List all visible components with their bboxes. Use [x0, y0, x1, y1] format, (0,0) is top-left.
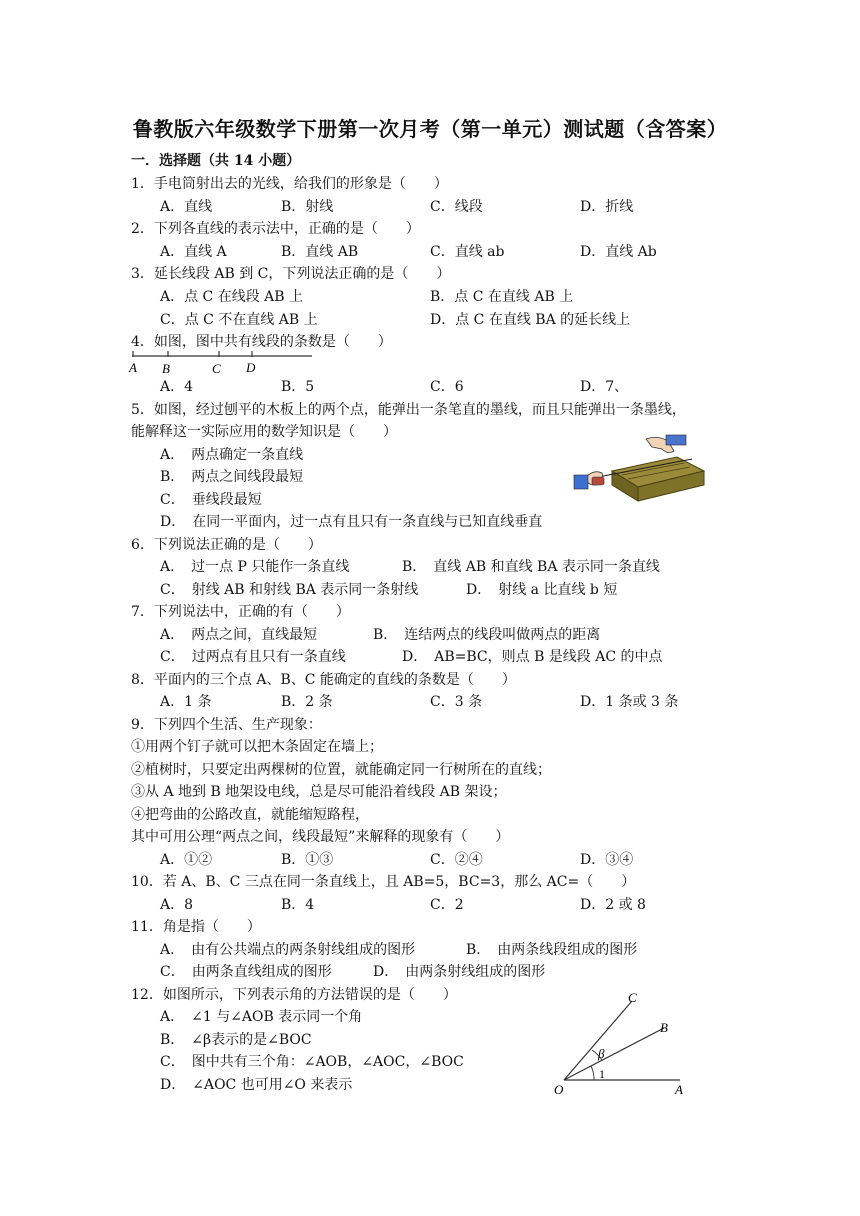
question-3-stem: 3．延长线段 AB 到 C，下列说法正确的是（ ） [131, 266, 451, 282]
question-7-option-a: A． 两点之间，直线最短 [160, 627, 318, 643]
question-2-option-a: A．直线 A [160, 244, 227, 260]
question-2-stem: 2．下列各直线的表示法中，正确的是（ ） [131, 221, 420, 237]
question-3-option-b: B．点 C 在直线 AB 上 [430, 289, 574, 305]
question-5-option-b: B． 两点之间线段最短 [160, 469, 304, 485]
question-9-stem: 9．下列四个生活、生产现象： [131, 717, 322, 733]
question-3-option-c: C．点 C 不在直线 AB 上 [160, 312, 318, 328]
question-8-option-c: C．3 条 [430, 694, 483, 710]
question-9-option-a: A．①② [160, 852, 213, 868]
segment-figure [128, 350, 318, 376]
left-sleeve [574, 475, 588, 489]
question-3-option-a: A．点 C 在线段 AB 上 [160, 289, 304, 305]
question-1-option-c: C．线段 [430, 199, 483, 215]
question-12-option-b: B． ∠β表示的是∠BOC [160, 1032, 312, 1048]
question-4-stem: 4．如图，图中共有线段的条数是（ ） [131, 334, 392, 350]
question-11-option-c: C． 由两条直线组成的图形 [160, 964, 332, 980]
question-9-item-1: ①用两个钉子就可以把木条固定在墙上； [131, 739, 383, 755]
question-12-option-a: A． ∠1 与∠AOB 表示同一个角 [160, 1009, 363, 1025]
question-12-stem: 12．如图所示，下列表示角的方法错误的是（ ） [131, 987, 457, 1003]
question-7-option-c: C． 过两点有且只有一条直线 [160, 649, 346, 665]
question-12-option-c: C． 图中共有三个角：∠AOB，∠AOC，∠BOC [160, 1054, 464, 1070]
question-2-option-d: D．直线 Ab [580, 244, 657, 260]
question-7-option-b: B． 连结两点的线段叫做两点的距离 [373, 627, 601, 643]
ray-ob [564, 1028, 664, 1080]
question-9-item-4: ④把弯曲的公路改直，就能缩短路程， [131, 807, 369, 823]
ink-box [592, 477, 604, 485]
point-a-label: A [675, 1082, 683, 1097]
question-10-option-c: C．2 [430, 897, 464, 913]
question-9-tail: 其中可用公理“两点之间，线段最短”来解释的现象有（ ） [131, 829, 510, 845]
point-d-label: D [246, 360, 256, 375]
point-c-label: C [628, 990, 637, 1005]
angle-beta-label: β [598, 1046, 605, 1061]
question-1-option-d: D．折线 [580, 199, 634, 215]
point-b-label: B [162, 361, 170, 376]
question-9-option-c: C．②④ [430, 852, 483, 868]
question-1-option-b: B．射线 [281, 199, 334, 215]
question-7-stem: 7．下列说法中，正确的有（ ） [131, 604, 350, 620]
question-6-option-b: B． 直线 AB 和直线 BA 表示同一条直线 [402, 559, 660, 575]
point-o-label: O [554, 1082, 564, 1097]
question-11-option-a: A． 由有公共端点的两条射线组成的图形 [160, 942, 416, 958]
wood-board-illustration [572, 433, 707, 503]
question-8-option-a: A．1 条 [160, 694, 212, 710]
question-5-stem-line-2: 能解释这一实际应用的数学知识是（ ） [131, 424, 397, 440]
question-6-stem: 6．下列说法正确的是（ ） [131, 537, 322, 553]
question-9-item-3: ③从 A 地到 B 地架设电线，总是尽可能沿着线段 AB 架设； [131, 784, 507, 800]
question-10-option-a: A．8 [160, 897, 194, 913]
question-5-stem-line-1: 5．如图，经过刨平的木板上的两个点，能弹出一条笔直的墨线，而且只能弹出一条墨线， [131, 402, 686, 418]
question-9-option-b: B．①③ [281, 852, 334, 868]
question-7-option-d: D． AB=BC，则点 B 是线段 AC 的中点 [402, 649, 663, 665]
question-4-option-c: C．6 [430, 379, 464, 395]
question-12-option-d: D． ∠AOC 也可用∠O 来表示 [160, 1077, 353, 1093]
question-11-option-d: D． 由两条射线组成的图形 [373, 964, 546, 980]
angle-figure [550, 988, 690, 1098]
question-1-stem: 1．手电筒射出去的光线，给我们的形象是（ ） [131, 176, 448, 192]
question-9-item-2: ②植树时，只要定出两棵树的位置，就能确定同一行树所在的直线； [131, 762, 551, 778]
question-5-option-c: C． 垂线段最短 [160, 492, 262, 508]
question-10-option-d: D．2 或 8 [580, 897, 646, 913]
point-a-label: A [129, 360, 137, 375]
right-sleeve [666, 435, 686, 445]
question-6-option-a: A． 过一点 P 只能作一条直线 [160, 559, 350, 575]
point-b-label: B [660, 1020, 668, 1035]
question-5-option-d: D． 在同一平面内，过一点有且只有一条直线与已知直线垂直 [160, 514, 543, 530]
question-10-stem: 10．若 A、B、C 三点在同一条直线上，且 AB=5，BC=3，那么 AC=（ ） [131, 874, 636, 890]
question-6-option-c: C． 射线 AB 和射线 BA 表示同一条射线 [160, 582, 419, 598]
question-2-option-b: B．直线 AB [281, 244, 359, 260]
question-5-option-a: A． 两点确定一条直线 [160, 447, 304, 463]
question-6-option-d: D． 射线 a 比直线 b 短 [466, 582, 618, 598]
question-8-option-d: D．1 条或 3 条 [580, 694, 679, 710]
ray-oc [564, 1001, 632, 1080]
question-4-option-a: A．4 [160, 379, 194, 395]
point-c-label: C [212, 361, 221, 376]
question-11-stem: 11．角是指（ ） [131, 919, 261, 935]
question-2-option-c: C．直线 ab [430, 244, 505, 260]
document-title: 鲁教版六年级数学下册第一次月考（第一单元）测试题（含答案） [132, 117, 728, 141]
question-11-option-b: B． 由两条线段组成的图形 [466, 942, 638, 958]
question-8-option-b: B．2 条 [281, 694, 333, 710]
angle-1-label: 1 [599, 1067, 605, 1081]
question-4-option-d: D．7、 [580, 379, 629, 395]
question-8-stem: 8．平面内的三个点 A、B、C 能确定的直线的条数是（ ） [131, 672, 516, 688]
question-10-option-b: B．4 [281, 897, 315, 913]
angle-1-arc [591, 1066, 594, 1080]
section-heading: 一．选择题（共 14 小题） [131, 153, 301, 169]
question-3-option-d: D．点 C 在直线 BA 的延长线上 [430, 312, 631, 328]
question-4-option-b: B．5 [281, 379, 315, 395]
question-9-option-d: D．③④ [580, 852, 634, 868]
question-1-option-a: A．直线 [160, 199, 213, 215]
